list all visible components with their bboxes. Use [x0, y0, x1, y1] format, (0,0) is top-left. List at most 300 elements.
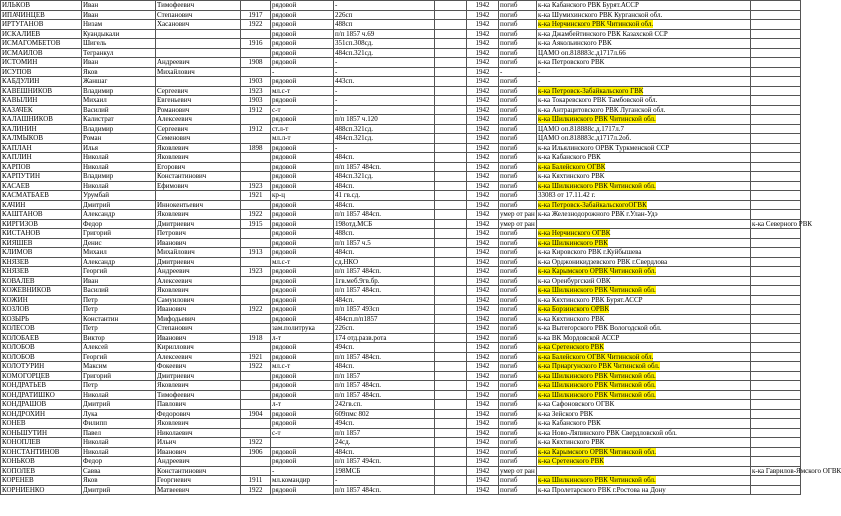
cell-blank: [435, 248, 467, 258]
cell-source: [537, 390, 751, 400]
cell-birth-year: 1921: [241, 352, 271, 362]
cell-status: погиб: [499, 191, 537, 201]
cell-first-name: Роман: [82, 134, 156, 144]
cell-first-name: Николай: [82, 153, 156, 163]
cell-patronymic: Егорович: [156, 162, 241, 172]
cell-unit: 24сд.: [334, 438, 435, 448]
cell-surname: КАЧИН: [1, 200, 82, 210]
table-row: [1, 153, 801, 163]
cell-status: погиб: [499, 476, 537, 486]
cell-year: 1942: [467, 381, 499, 391]
cell-source: [537, 86, 751, 96]
table-row: [1, 39, 801, 49]
cell-year: 1942: [467, 238, 499, 248]
cell-year: 1942: [467, 305, 499, 315]
cell-rank: рядовой: [271, 115, 334, 125]
cell-source: [537, 476, 751, 486]
table-row: [1, 20, 801, 30]
cell-unit: п/п 1857 484сп.: [334, 352, 435, 362]
cell-status: погиб: [499, 238, 537, 248]
cell-blank: [435, 257, 467, 267]
cell-patronymic: Фокеевич: [156, 362, 241, 372]
cell-patronymic: Сергеевич: [156, 124, 241, 134]
cell-source: [537, 381, 751, 391]
cell-birth-year: [241, 428, 271, 438]
cell-blank: [435, 343, 467, 353]
table-row: [1, 124, 801, 134]
cell-unit: 484сп.: [334, 181, 435, 191]
cell-unit: п/п 1857 484сп.: [334, 381, 435, 391]
cell-status: погиб: [499, 257, 537, 267]
cell-status: погиб: [499, 314, 537, 324]
cell-surname: КАЛАШНИКОВ: [1, 115, 82, 125]
cell-status: погиб: [499, 162, 537, 172]
cell-blank: [435, 200, 467, 210]
cell-extra: [751, 248, 801, 258]
cell-birth-year: [241, 257, 271, 267]
cell-year: 1942: [467, 476, 499, 486]
cell-unit: 484сп.321сд.: [334, 172, 435, 182]
cell-first-name: Георгий: [82, 267, 156, 277]
highlighted-text: к-ка Балейского ОГВК Читинской обл.: [538, 352, 654, 361]
cell-unit: -: [334, 476, 435, 486]
cell-rank: рядовой: [271, 314, 334, 324]
cell-year: 1942: [467, 390, 499, 400]
cell-surname: КОЛЕСОВ: [1, 324, 82, 334]
table-row: [1, 438, 801, 448]
cell-extra: [751, 314, 801, 324]
cell-rank: с-т: [271, 428, 334, 438]
cell-extra: [751, 39, 801, 49]
table-row: [1, 181, 801, 191]
cell-blank: [435, 172, 467, 182]
cell-blank: [435, 400, 467, 410]
cell-blank: [435, 191, 467, 201]
highlighted-text: к-ка Сретенского РВК: [538, 343, 604, 352]
cell-rank: зам.политрука: [271, 324, 334, 334]
table-row: [1, 419, 801, 429]
cell-status: погиб: [499, 229, 537, 239]
cell-surname: КАРПУТИН: [1, 172, 82, 182]
cell-rank: рядовой: [271, 305, 334, 315]
cell-patronymic: Михайлович: [156, 248, 241, 258]
table-row: [1, 295, 801, 305]
table-row: [1, 48, 801, 58]
cell-unit: п/п 1857 484сп.: [334, 210, 435, 220]
cell-birth-year: 1915: [241, 219, 271, 229]
cell-blank: [435, 314, 467, 324]
table-row: [1, 343, 801, 353]
cell-birth-year: [241, 153, 271, 163]
cell-unit: 484сп.: [334, 153, 435, 163]
cell-patronymic: Николаевич: [156, 428, 241, 438]
cell-source: 33083 от 17.11.42 г.: [537, 191, 751, 201]
cell-extra: [751, 29, 801, 39]
cell-surname: ИСУПОВ: [1, 67, 82, 77]
cell-source: [537, 466, 751, 476]
cell-source: [537, 267, 751, 277]
cell-status: погиб: [499, 295, 537, 305]
cell-birth-year: 1922: [241, 20, 271, 30]
cell-patronymic: Степанович: [156, 324, 241, 334]
cell-unit: 484сп.п/п1857: [334, 314, 435, 324]
cell-surname: ИСКАЛИЕВ: [1, 29, 82, 39]
cell-patronymic: Иванович: [156, 238, 241, 248]
cell-extra: [751, 362, 801, 372]
cell-source: к-ка Железнодорожного РВК г.Улан-Удэ: [537, 210, 751, 220]
cell-blank: [435, 267, 467, 277]
cell-source: к-ка Шумихинского РВК Курганской обл.: [537, 10, 751, 20]
cell-year: 1942: [467, 39, 499, 49]
cell-status: умер от ран: [500, 210, 535, 219]
cell-unit: 242гв.сп.: [334, 400, 435, 410]
cell-birth-year: 1908: [241, 58, 271, 68]
highlighted-text: к-ка Петровск-Забайкальского ГВК: [538, 86, 644, 95]
cell-source: к-ка Джамбейтинского РВК Казахской ССР: [537, 29, 751, 39]
cell-source: к-ка Сафоновского ОГВК: [537, 400, 751, 410]
cell-blank: [435, 143, 467, 153]
cell-year: 1942: [467, 96, 499, 106]
cell-blank: [435, 457, 467, 467]
highlighted-text: к-ка Шилкинского РВК Читинской обл.: [538, 286, 656, 295]
cell-extra: [751, 324, 801, 334]
cell-status: погиб: [499, 400, 537, 410]
cell-patronymic: Иванович: [156, 447, 241, 457]
cell-birth-year: 1916: [241, 39, 271, 49]
cell-birth-year: 1912: [241, 105, 271, 115]
cell-rank: [271, 438, 334, 448]
cell-unit: 1гв.меб.9гв.бр.: [334, 276, 435, 286]
cell-birth-year: 1918: [241, 333, 271, 343]
cell-patronymic: Михайлович: [156, 67, 241, 77]
cell-year: 1942: [467, 267, 499, 277]
cell-birth-year: [241, 172, 271, 182]
cell-unit: 488сп.: [334, 229, 435, 239]
cell-surname: КОНЬШУТИН: [1, 428, 82, 438]
cell-surname: КАЗАЧЕК: [1, 105, 82, 115]
cell-extra: [751, 400, 801, 410]
cell-first-name: Филипп: [82, 419, 156, 429]
table-row: [1, 238, 801, 248]
cell-surname: КЛИМОВ: [1, 248, 82, 258]
table-row: [1, 229, 801, 239]
cell-blank: [435, 48, 467, 58]
cell-source: [537, 362, 751, 372]
cell-rank: рядовой: [271, 77, 334, 87]
cell-year: 1942: [467, 447, 499, 457]
cell-status: погиб: [499, 143, 537, 153]
cell-rank: рядовой: [271, 485, 334, 495]
cell-rank: рядовой: [271, 286, 334, 296]
cell-blank: [435, 20, 467, 30]
cell-patronymic: Семенович: [156, 134, 241, 144]
cell-rank: рядовой: [271, 248, 334, 258]
cell-surname: КОНОПЛЕВ: [1, 438, 82, 448]
highlighted-text: к-ка Карымского ОРВК Читинской обл.: [538, 447, 656, 456]
cell-birth-year: 1904: [241, 409, 271, 419]
cell-rank: -: [271, 67, 334, 77]
cell-rank: рядовой: [271, 1, 334, 11]
cell-source: к-ка Вытегорского РВК Вологодской обл.: [537, 324, 751, 334]
cell-surname: ИЛЬКОВ: [1, 1, 82, 11]
cell-surname: КАСМАТБАЕВ: [1, 191, 82, 201]
table-row: [1, 58, 801, 68]
cell-year: 1942: [467, 485, 499, 495]
cell-year: 1942: [467, 276, 499, 286]
table-row: [1, 257, 801, 267]
cell-source: [537, 238, 751, 248]
cell-source: [537, 352, 751, 362]
cell-patronymic: Романович: [156, 105, 241, 115]
cell-patronymic: Яковлевич: [156, 381, 241, 391]
cell-surname: КАВЕШНИКОВ: [1, 86, 82, 96]
cell-first-name: Алексей: [82, 343, 156, 353]
cell-extra: [751, 162, 801, 172]
cell-unit: 351сп.308сд.: [334, 39, 435, 49]
table-row: [1, 390, 801, 400]
highlighted-text: к-ка Шилкинского РВК Читинской обл.: [538, 181, 656, 190]
cell-status: погиб: [499, 96, 537, 106]
cell-extra: [751, 134, 801, 144]
cell-surname: КИЯШЕВ: [1, 238, 82, 248]
cell-year: 1942: [467, 352, 499, 362]
cell-surname: КОПОЛЕВ: [1, 466, 82, 476]
cell-unit: 443сп.: [334, 77, 435, 87]
table-row: [1, 86, 801, 96]
cell-year: 1942: [467, 419, 499, 429]
cell-birth-year: 1898: [241, 143, 271, 153]
cell-unit: п/п 1857 ч.5: [334, 238, 435, 248]
cell-extra: [751, 191, 801, 201]
cell-birth-year: [241, 276, 271, 286]
cell-extra: [751, 238, 801, 248]
cell-first-name: Константин: [82, 314, 156, 324]
cell-blank: [435, 390, 467, 400]
cell-extra: [751, 229, 801, 239]
cell-first-name: Виктор: [82, 333, 156, 343]
cell-rank: кр-ц: [271, 191, 334, 201]
cell-unit: 484сп.: [334, 295, 435, 305]
highlighted-text: к-ка Шилкинского РВК Читинской обл.: [538, 115, 656, 124]
cell-first-name: Владимир: [82, 172, 156, 182]
cell-year: 1942: [467, 172, 499, 182]
cell-source: к-ка Кабанского РВК: [537, 153, 751, 163]
cell-unit: 494сп.: [334, 343, 435, 353]
cell-year: 1942: [467, 409, 499, 419]
cell-extra: [751, 153, 801, 163]
cell-rank: рядовой: [271, 20, 334, 30]
cell-source: [537, 219, 751, 229]
cell-status: погиб: [499, 86, 537, 96]
cell-surname: КОЛОБАЕВ: [1, 333, 82, 343]
cell-rank: рядовой: [271, 390, 334, 400]
table-body: [1, 1, 841, 495]
cell-patronymic: Петрович: [156, 229, 241, 239]
cell-status: погиб: [499, 362, 537, 372]
cell-rank: с-т: [271, 105, 334, 115]
cell-surname: КАПЛИН: [1, 153, 82, 163]
cell-source: -: [537, 77, 751, 87]
cell-first-name: Денис: [82, 238, 156, 248]
cell-blank: [435, 295, 467, 305]
cell-status: погиб: [499, 48, 537, 58]
cell-birth-year: 1922: [241, 210, 271, 220]
cell-unit: 484сп.321сд.: [334, 48, 435, 58]
cell-surname: КАСАЕВ: [1, 181, 82, 191]
cell-extra: [751, 181, 801, 191]
cell-unit: -: [334, 96, 435, 106]
cell-extra: [751, 295, 801, 305]
cell-first-name: Максим: [82, 362, 156, 372]
cell-first-name: Иван: [82, 10, 156, 20]
cell-unit: -: [334, 58, 435, 68]
table-row: [1, 476, 801, 486]
cell-blank: [435, 58, 467, 68]
cell-year: 1942: [467, 362, 499, 372]
cell-source: к-ка Кяхтинского РВК Бурят.АССР: [537, 295, 751, 305]
cell-source: [537, 20, 751, 30]
cell-surname: ИРТУГАНОВ: [1, 20, 82, 30]
cell-first-name: Георгий: [82, 352, 156, 362]
cell-surname: КАШТАНОВ: [1, 210, 82, 220]
cell-first-name: Тегранкул: [82, 48, 156, 58]
cell-extra: [751, 419, 801, 429]
cell-first-name: Александр: [82, 257, 156, 267]
cell-unit: п/п 1857: [334, 428, 435, 438]
cell-surname: КОНЬКОВ: [1, 457, 82, 467]
cell-extra: [751, 67, 801, 77]
cell-birth-year: 1922: [241, 485, 271, 495]
cell-rank: рядовой: [271, 39, 334, 49]
cell-source: [537, 343, 751, 353]
cell-patronymic: [156, 48, 241, 58]
cell-patronymic: Яковлевич: [156, 210, 241, 220]
cell-status: погиб: [499, 181, 537, 191]
cell-first-name: Петр: [82, 295, 156, 305]
table-row: [1, 362, 801, 372]
cell-birth-year: [241, 286, 271, 296]
cell-year: 1942: [467, 400, 499, 410]
cell-birth-year: 1906: [241, 447, 271, 457]
cell-patronymic: Самуилович: [156, 295, 241, 305]
highlighted-text: к-ка Нерчинского РВК Читинской обл.: [538, 20, 654, 29]
cell-first-name: Николай: [82, 162, 156, 172]
cell-surname: КОВАЛЕВ: [1, 276, 82, 286]
cell-first-name: Федор: [82, 219, 156, 229]
table-row: [1, 409, 801, 419]
cell-unit: п/п 1857 484сп.: [334, 390, 435, 400]
cell-patronymic: Дмитриевич: [156, 371, 241, 381]
cell-source: к-ка Ильялинского ОРВК Туркменской ССР: [537, 143, 751, 153]
cell-surname: ИСМАИЛОВ: [1, 48, 82, 58]
cell-first-name: Дмитрий: [82, 485, 156, 495]
cell-unit: п/п 1857: [334, 371, 435, 381]
cell-status: погиб: [499, 305, 537, 315]
cell-extra: [751, 172, 801, 182]
highlighted-text: к-ка Шилкинского РВК Читинской обл.: [538, 476, 656, 485]
cell-blank: [435, 419, 467, 429]
cell-source: к-ка Пролетарского РВК г.Ростова на Дону: [537, 485, 751, 495]
cell-surname: КАЛИНИН: [1, 124, 82, 134]
cell-source: [537, 286, 751, 296]
cell-blank: [435, 466, 467, 476]
cell-birth-year: 1911: [241, 476, 271, 486]
cell-rank: мл.с-т: [271, 257, 334, 267]
cell-status: погиб: [499, 153, 537, 163]
table-row: [1, 29, 801, 39]
table-row: [1, 286, 801, 296]
cell-surname: ИСМАГОМБЕТОВ: [1, 39, 82, 49]
cell-source: к-ка Кяхтинского РВК: [537, 314, 751, 324]
table-row: [1, 248, 801, 258]
cell-surname: ИПАЧИНЦЕВ: [1, 10, 82, 20]
cell-rank: -: [271, 466, 334, 476]
highlighted-text: к-ка Шилкинского РВК Читинской обл.: [538, 390, 656, 399]
cell-extra: [751, 371, 801, 381]
cell-status: погиб: [499, 381, 537, 391]
cell-birth-year: 1921: [241, 191, 271, 201]
cell-extra: [751, 381, 801, 391]
cell-unit: 226сп.: [334, 324, 435, 334]
cell-first-name: Иван: [82, 1, 156, 11]
cell-rank: л-т: [271, 333, 334, 343]
cell-patronymic: Федорович: [156, 409, 241, 419]
cell-unit: п/п 1857 484сп.: [334, 485, 435, 495]
highlighted-text: к-ка Шилкинского РВК: [538, 238, 608, 247]
cell-rank: мл.л-т: [271, 134, 334, 144]
cell-surname: КНЯЗЕВ: [1, 257, 82, 267]
cell-patronymic: [156, 29, 241, 39]
cell-unit: 174 отд.разв.рота: [334, 333, 435, 343]
table-row: [1, 267, 801, 277]
cell-first-name: Урумбай: [82, 191, 156, 201]
cell-unit: 484сп.: [334, 447, 435, 457]
cell-unit: 494сп.: [334, 419, 435, 429]
cell-status: погиб: [499, 352, 537, 362]
cell-unit: 41 гв.сд.: [334, 191, 435, 201]
cell-birth-year: [241, 295, 271, 305]
cell-year: 1942: [467, 77, 499, 87]
cell-status: погиб: [499, 77, 537, 87]
cell-rank: рядовой: [271, 343, 334, 353]
cell-surname: КОРЕНЕВ: [1, 476, 82, 486]
cell-first-name: Дмитрий: [82, 200, 156, 210]
cell-extra: [751, 1, 801, 11]
cell-rank: рядовой: [271, 210, 334, 220]
cell-status: погиб: [499, 276, 537, 286]
cell-birth-year: [241, 67, 271, 77]
cell-unit: п/п 1857 484сп.: [334, 267, 435, 277]
cell-blank: [435, 305, 467, 315]
table-row: [1, 352, 801, 362]
cell-blank: [435, 286, 467, 296]
cell-source: к-ка Зейского РВК: [537, 409, 751, 419]
cell-source: [537, 181, 751, 191]
cell-first-name: Дмитрий: [82, 400, 156, 410]
cell-source: ЦАМО оп.818883с.д1717л.66: [537, 48, 751, 58]
cell-source: к-ка Антрацитовского РВК Луганской обл.: [537, 105, 751, 115]
cell-surname: КОНДРАТИШКО: [1, 390, 82, 400]
cell-source: к-ка Кяхтинского РВК: [537, 172, 751, 182]
table-row: [1, 115, 801, 125]
cell-first-name: Иван: [82, 276, 156, 286]
table-row: [1, 305, 801, 315]
cell-unit: п/п 1857 ч.120: [334, 115, 435, 125]
cell-source: -: [537, 67, 751, 77]
cell-year: 1942: [467, 143, 499, 153]
cell-extra: [751, 143, 801, 153]
cell-birth-year: [241, 29, 271, 39]
